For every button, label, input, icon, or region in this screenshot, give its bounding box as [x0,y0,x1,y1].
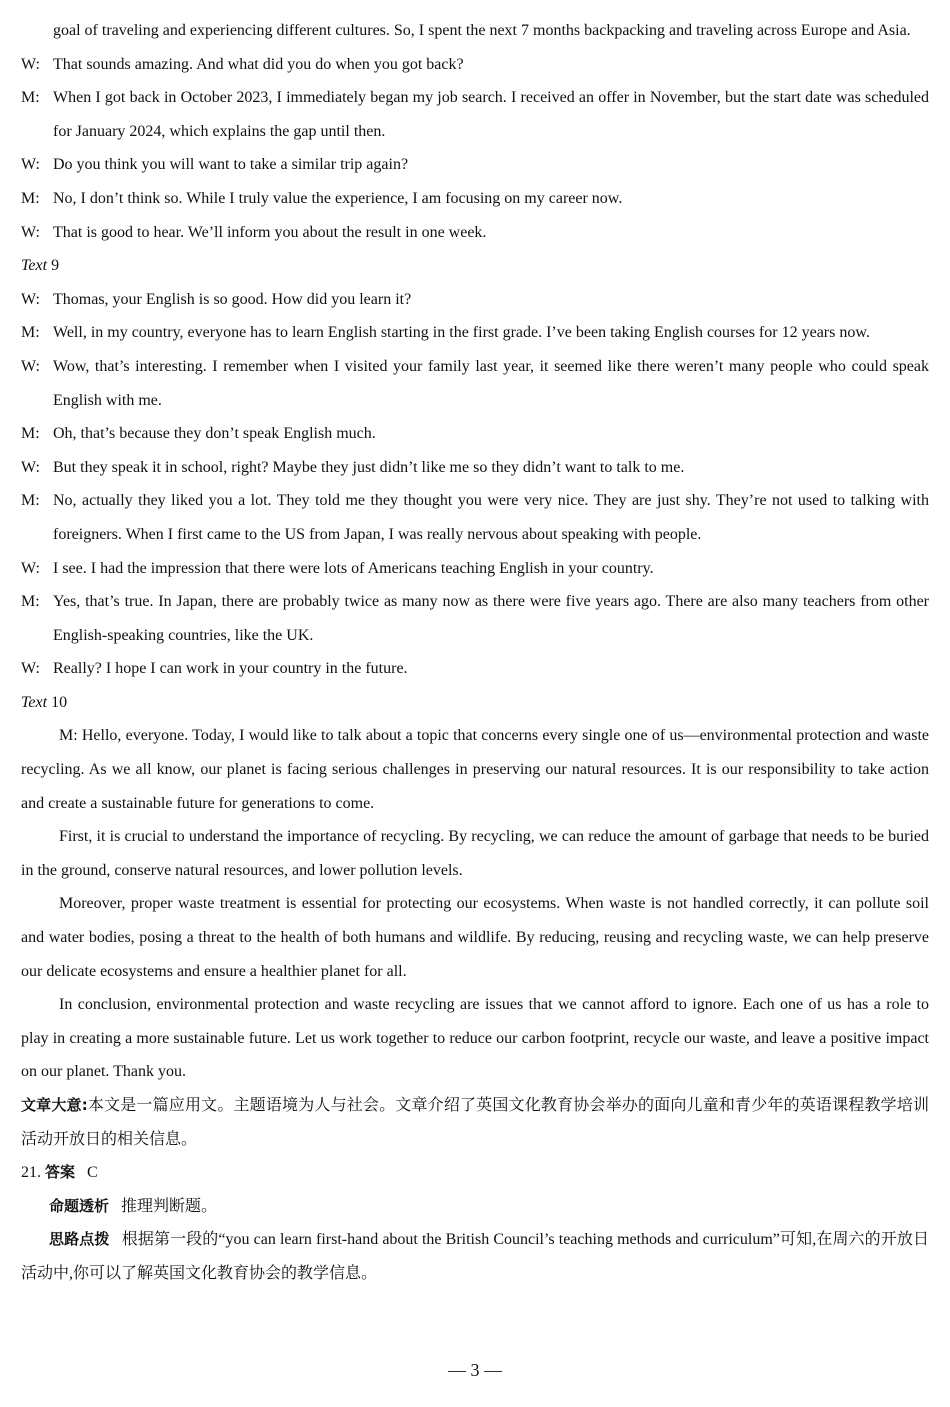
continuation-line: goal of traveling and experiencing different cultures. So, I spent the next 7 months backpacking and traveling across Europe and Asia. [53,22,911,39]
text-label: Text [21,693,48,711]
text9-heading [21,249,929,283]
article-summary [21,1089,929,1156]
text9-dialogue [21,283,929,686]
page-content [21,14,929,1291]
answer-line [21,1156,929,1190]
speaker-label: W: [21,223,40,241]
speaker-label: M: [21,593,40,611]
speaker-label: W: [21,290,40,308]
text-label: Text [21,257,48,275]
hint-text: 根据第一段的“you can learn first-hand about the British Council’s teaching methods and curriculum”可知,在周六的开放日活动中,你可以了解英国文化教育协会的教学信息。 [21,1231,929,1282]
question-21 [21,1156,929,1290]
dialogue-line [21,48,929,82]
dialogue-text: When I got back in October 2023, I immediately began my job search. I received an offer in November, but the start date was scheduled for January 2024, which explains the gap until then. [53,89,929,140]
dialogue-text: Wow, that’s interesting. I remember when I visited your family last year, it seemed like there weren’t many people who could speak English with me. [53,357,929,409]
speaker-label: W: [21,660,40,678]
hint-block [21,1223,929,1290]
dialogue-text: Thomas, your English is so good. How did you learn it? [53,290,412,308]
dialogue-line [21,484,929,551]
speaker-label: W: [21,156,40,174]
speaker-label: M: [21,425,40,443]
dialogue-line [21,216,929,250]
dialogue-line [21,585,929,652]
monologue-paragraph: Moreover, proper waste treatment is essential for protecting our ecosystems. When waste is not handled correctly, it can pollute soil and water bodies, posing a threat to the health of both humans and wildlife. By reducing, reusing and recycling waste, we can help preserve our delicate ecosystems and ensure a healthier planet for all. [21,895,929,980]
text10-heading [21,686,929,720]
analysis-line [21,1190,929,1224]
summary-label: 文章大意: [21,1096,88,1114]
dialogue-text: I see. I had the impression that there were lots of Americans teaching English in your country. [53,559,654,577]
dialogue-line [21,451,929,485]
question-number: 21. [21,1164,41,1182]
dialogue-line [21,552,929,586]
speaker-label: W: [21,559,40,577]
analysis-label: 命题透析 [49,1196,110,1215]
dialogue-text: No, actually they liked you a lot. They told me they thought you were very nice. They are just shy. They’re not used to talking with foreigners. When I first came to the US from Japan, I was really nervous about speaking with people. [53,492,929,543]
answer-value: C [87,1164,98,1182]
monologue-paragraph: First, it is crucial to understand the importance of recycling. By recycling, we can reduce the amount of garbage that needs to be buried in the ground, conserve natural resources, and lower pollution levels. [21,828,929,879]
monologue-paragraph: In conclusion, environmental protection and waste recycling are issues that we cannot afford to ignore. Each one of us has a role to play in creating a more sustainable future. Let us work together to reduce our carbon footprint, recycle our waste, and leave a positive impact on our planet. Thank you. [21,996,929,1081]
dialogue-line [21,182,929,216]
dialogue-line [21,316,929,350]
speaker-label: W: [21,357,40,375]
summary-text: 本文是一篇应用文。主题语境为人与社会。文章介绍了英国文化教育协会举办的面向儿童和青少年的英语课程教学培训活动开放日的相关信息。 [21,1097,929,1148]
dialogue-text: That sounds amazing. And what did you do when you got back? [53,55,464,73]
speaker-label: M: [21,89,40,107]
analysis-text: 推理判断题。 [121,1197,218,1215]
dialogue-text: Well, in my country, everyone has to learn English starting in the first grade. I’ve been taking English courses for 12 years now. [53,324,870,342]
dialogue-text: No, I don’t think so. While I truly value the experience, I am focusing on my career now. [53,189,623,207]
page-number: — 3 — [448,1360,502,1380]
speaker-label: M: [21,189,40,207]
text-number: 9 [51,257,60,275]
monologue-paragraph: M: Hello, everyone. Today, I would like to talk about a topic that concerns every single one of us—environmental protection and waste recycling. As we all know, our planet is facing serious challenges in preserving our natural resources. It is our responsibility to take action and create a sustainable future for generations to come. [21,727,929,812]
text8-dialogue [21,48,929,250]
dialogue-line [21,81,929,148]
speaker-label: M: [21,324,40,342]
dialogue-line [21,652,929,686]
speaker-label: M: [21,492,40,510]
dialogue-text: But they speak it in school, right? Maybe they just didn’t like me so they didn’t want to talk to me. [53,458,685,476]
answer-label: 答案 [45,1163,76,1182]
dialogue-text: Do you think you will want to take a similar trip again? [53,156,409,174]
dialogue-text: Really? I hope I can work in your country in the future. [53,660,408,678]
dialogue-line [21,148,929,182]
speaker-label: W: [21,458,40,476]
dialogue-text: Yes, that’s true. In Japan, there are probably twice as many now as there were five years ago. There are also many teachers from other English-speaking countries, like the UK. [53,593,929,644]
dialogue-text: Oh, that’s because they don’t speak English much. [53,425,376,443]
speaker-label: W: [21,55,40,73]
dialogue-line [21,283,929,317]
hint-label: 思路点拨 [49,1230,110,1249]
dialogue-text: That is good to hear. We’ll inform you about the result in one week. [53,223,487,241]
dialogue-line [21,417,929,451]
dialogue-line [21,350,929,417]
text-number: 10 [51,693,68,711]
text10-monologue [21,719,929,1089]
